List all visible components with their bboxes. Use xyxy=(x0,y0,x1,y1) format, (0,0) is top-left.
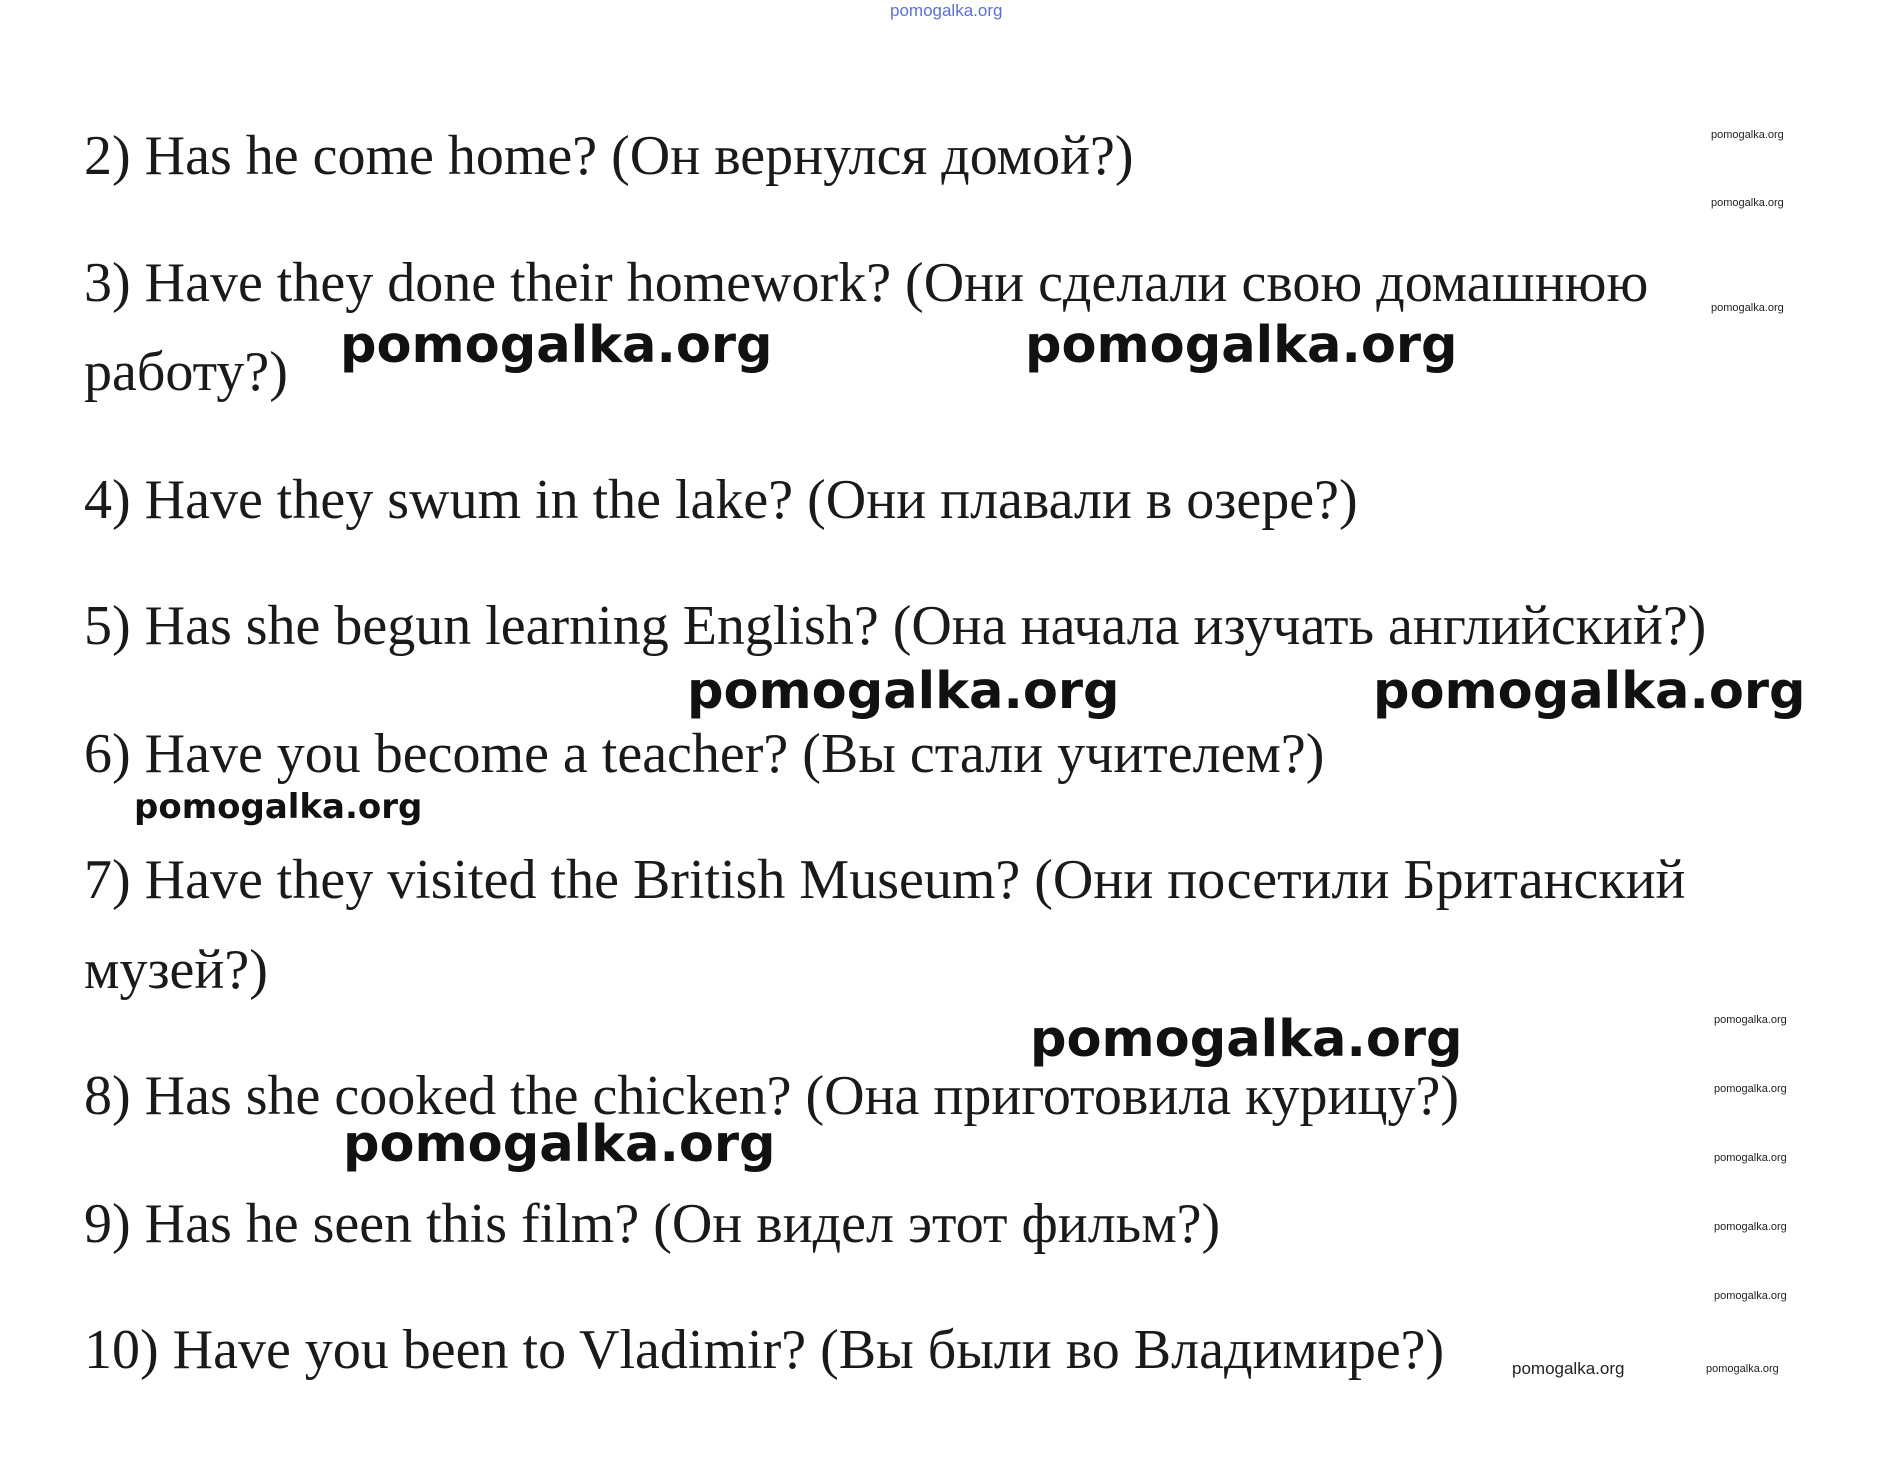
text-line-7: 7) Have they visited the British Museum? (Они посетили Британский xyxy=(84,849,1686,911)
watermark: pomogalka.org xyxy=(1706,1363,1779,1375)
watermark: pomogalka.org xyxy=(1030,1010,1463,1069)
text-line-5: 5) Has she begun learning English? (Она начала изучать английский?) xyxy=(84,595,1707,657)
watermark: pomogalka.org xyxy=(1373,662,1806,721)
watermark: pomogalka.org xyxy=(343,1115,776,1174)
text-line-6: 6) Have you become a teacher? (Вы стали учителем?) xyxy=(84,723,1325,785)
watermark: pomogalka.org xyxy=(1714,1290,1787,1302)
header-watermark: pomogalka.org xyxy=(890,1,1003,20)
watermark: pomogalka.org xyxy=(1512,1359,1625,1378)
text-line-3: 3) Have they done their homework? (Они сделали свою домашнюю xyxy=(84,252,1649,314)
watermark: pomogalka.org xyxy=(134,787,423,827)
watermark: pomogalka.org xyxy=(1714,1014,1787,1026)
watermark: pomogalka.org xyxy=(340,316,773,375)
watermark: pomogalka.org xyxy=(1714,1221,1787,1233)
text-line-8: 8) Has she cooked the chicken? (Она приготовила курицу?) xyxy=(84,1065,1459,1127)
watermark: pomogalka.org xyxy=(687,662,1120,721)
watermark: pomogalka.org xyxy=(1711,302,1784,314)
text-line-7-continuation: музей?) xyxy=(84,939,268,1001)
watermark: pomogalka.org xyxy=(1714,1083,1787,1095)
watermark: pomogalka.org xyxy=(1711,129,1784,141)
text-line-3-continuation: работу?) xyxy=(84,341,288,403)
text-line-9: 9) Has he seen this film? (Он видел этот фильм?) xyxy=(84,1193,1221,1255)
text-line-2: 2) Has he come home? (Он вернулся домой?) xyxy=(84,125,1134,187)
text-line-4: 4) Have they swum in the lake? (Они плавали в озере?) xyxy=(84,469,1358,531)
text-line-10: 10) Have you been to Vladimir? (Вы были во Владимире?) xyxy=(84,1319,1445,1381)
watermark: pomogalka.org xyxy=(1711,197,1784,209)
watermark: pomogalka.org xyxy=(1714,1152,1787,1164)
watermark: pomogalka.org xyxy=(1025,316,1458,375)
